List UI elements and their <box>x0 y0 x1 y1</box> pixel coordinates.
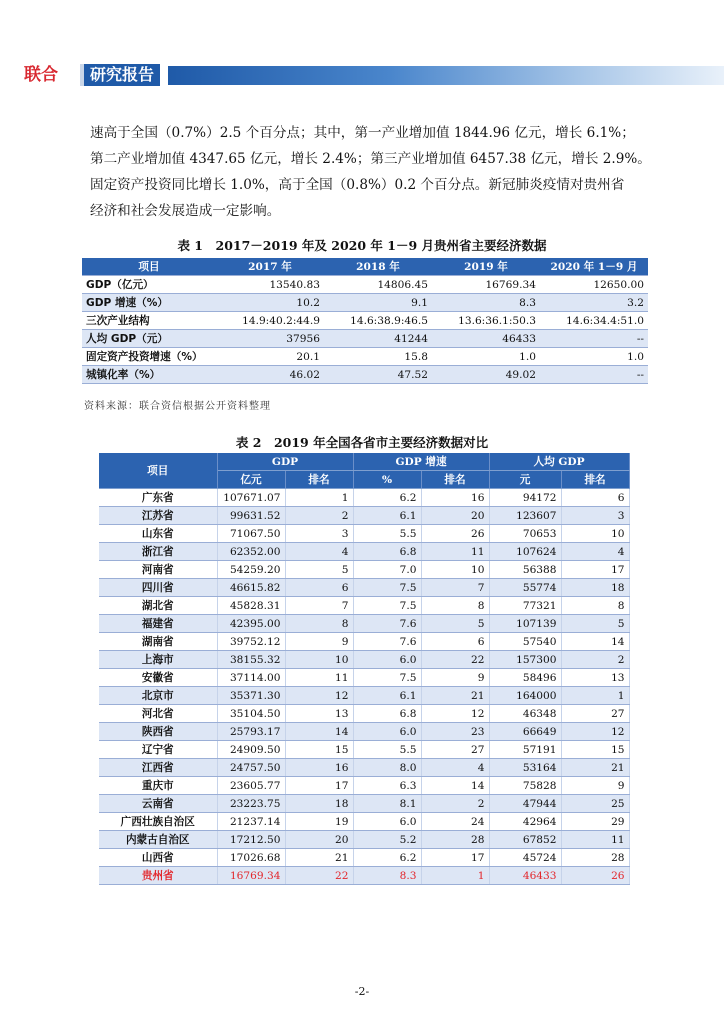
table2-cell: 18 <box>561 579 629 597</box>
table1-header: 项目 <box>82 258 216 276</box>
table1-cell: 49.02 <box>432 366 540 384</box>
province-name: 湖南省 <box>99 633 217 651</box>
table2-cell: 28 <box>421 831 489 849</box>
table2-cell: 7 <box>421 579 489 597</box>
table2-cell: 27 <box>561 705 629 723</box>
table2-subheader: 排名 <box>285 471 353 489</box>
table2-cell: 24909.50 <box>217 741 285 759</box>
table2-cell: 1 <box>285 489 353 507</box>
table2-cell: 94172 <box>489 489 561 507</box>
table1-cell: 14.6:38.9:46.5 <box>324 312 432 330</box>
table2-cell: 6.8 <box>353 705 421 723</box>
table2-cell: 47944 <box>489 795 561 813</box>
report-header <box>0 60 724 90</box>
table2-cell: 8.0 <box>353 759 421 777</box>
province-name: 贵州省 <box>99 867 217 885</box>
province-name: 江苏省 <box>99 507 217 525</box>
table2-row <box>99 651 629 669</box>
table1-cell: 14.9:40.2:44.9 <box>216 312 324 330</box>
table2-cell: 15 <box>285 741 353 759</box>
table2-cell: 11 <box>285 669 353 687</box>
table2-cell: 35104.50 <box>217 705 285 723</box>
table2-cell: 7.5 <box>353 597 421 615</box>
province-name: 辽宁省 <box>99 741 217 759</box>
table2-cell: 107624 <box>489 543 561 561</box>
table2-cell: 5 <box>421 615 489 633</box>
table2-row <box>99 507 629 525</box>
table2-cell: 57191 <box>489 741 561 759</box>
table1-row <box>82 276 648 294</box>
table2-cell: 6.8 <box>353 543 421 561</box>
table1-row-label: 人均 GDP（元） <box>82 330 216 348</box>
table2-row <box>99 615 629 633</box>
province-name: 四川省 <box>99 579 217 597</box>
table2-cell: 6.0 <box>353 813 421 831</box>
table2-row <box>99 831 629 849</box>
table2-cell: 107671.07 <box>217 489 285 507</box>
table2-row <box>99 705 629 723</box>
table2-cell: 70653 <box>489 525 561 543</box>
table2-cell: 5.5 <box>353 525 421 543</box>
table1-cell: 14.6:34.4:51.0 <box>540 312 648 330</box>
table2-row <box>99 795 629 813</box>
table2-cell: 2 <box>561 651 629 669</box>
table2-cell: 10 <box>421 561 489 579</box>
table2-cell: 25 <box>561 795 629 813</box>
header-gradient-bar <box>168 66 724 85</box>
table2-cell: 24 <box>421 813 489 831</box>
table2-cell: 15 <box>561 741 629 759</box>
table1-cell: 12650.00 <box>540 276 648 294</box>
table2-cell: 9 <box>561 777 629 795</box>
table2-cell: 37114.00 <box>217 669 285 687</box>
province-name: 福建省 <box>99 615 217 633</box>
table1-cell: 1.0 <box>432 348 540 366</box>
table2-cell: 23605.77 <box>217 777 285 795</box>
table2-cell: 5 <box>561 615 629 633</box>
table2-cell: 14 <box>421 777 489 795</box>
table1-cell: 37956 <box>216 330 324 348</box>
table2-cell: 13 <box>561 669 629 687</box>
table2-cell: 6.2 <box>353 489 421 507</box>
table2-caption: 表 2 2019 年全国各省市主要经济数据对比 <box>235 435 489 450</box>
table2-row <box>99 741 629 759</box>
table2-cell: 42395.00 <box>217 615 285 633</box>
table1-row-label: GDP（亿元） <box>82 276 216 294</box>
table1-cell: 3.2 <box>540 294 648 312</box>
table2-cell: 7.5 <box>353 669 421 687</box>
table1-cell: 46.02 <box>216 366 324 384</box>
table2-cell: 17212.50 <box>217 831 285 849</box>
table2-row <box>99 723 629 741</box>
table2-row <box>99 849 629 867</box>
table2-cell: 7.6 <box>353 633 421 651</box>
table2-cell: 21 <box>421 687 489 705</box>
table2-row <box>99 579 629 597</box>
table2-cell: 6.3 <box>353 777 421 795</box>
report-title-badge <box>84 64 160 86</box>
table2-subheader: 元 <box>489 471 561 489</box>
table2-cell: 9 <box>285 633 353 651</box>
table2-cell: 5 <box>285 561 353 579</box>
table1-row-label: 城镇化率（%） <box>82 366 216 384</box>
table1-row-label: 三次产业结构 <box>82 312 216 330</box>
province-name: 浙江省 <box>99 543 217 561</box>
province-name: 湖北省 <box>99 597 217 615</box>
table1 <box>82 258 648 384</box>
table2-row <box>99 561 629 579</box>
table2-cell: 17 <box>561 561 629 579</box>
province-name: 重庆市 <box>99 777 217 795</box>
table2-row <box>99 687 629 705</box>
table1-cell: 46433 <box>432 330 540 348</box>
table2-row <box>99 669 629 687</box>
table2-cell: 164000 <box>489 687 561 705</box>
table1-header: 2019 年 <box>432 258 540 276</box>
province-name: 山东省 <box>99 525 217 543</box>
table2-cell: 17026.68 <box>217 849 285 867</box>
province-name: 广东省 <box>99 489 217 507</box>
table2-cell: 2 <box>285 507 353 525</box>
province-name: 北京市 <box>99 687 217 705</box>
table2-cell: 19 <box>285 813 353 831</box>
paragraph-line: 固定资产投资同比增长 1.0%，高于全国（0.8%）0.2 个百分点。新冠肺炎疫情对贵州省 <box>90 177 625 193</box>
province-name: 江西省 <box>99 759 217 777</box>
table1-header-row <box>82 258 648 276</box>
table2-cell: 29 <box>561 813 629 831</box>
table2-cell: 45724 <box>489 849 561 867</box>
table2-cell: 99631.52 <box>217 507 285 525</box>
table2-cell: 46433 <box>489 867 561 885</box>
table1-cell: 15.8 <box>324 348 432 366</box>
table2-row <box>99 525 629 543</box>
table2-cell: 21 <box>285 849 353 867</box>
table1-caption: 表 1 2017－2019 年及 2020 年 1－9 月贵州省主要经济数据 <box>177 238 547 253</box>
table1-cell: -- <box>540 330 648 348</box>
table1-cell: 1.0 <box>540 348 648 366</box>
table2-cell: 4 <box>421 759 489 777</box>
table2-cell: 157300 <box>489 651 561 669</box>
table2-header: GDP <box>217 453 353 471</box>
table2-cell: 20 <box>421 507 489 525</box>
brand-name: 联合 <box>24 65 58 85</box>
table2-cell: 6.1 <box>353 507 421 525</box>
table2-cell: 75828 <box>489 777 561 795</box>
table1-cell: 9.1 <box>324 294 432 312</box>
table2-subheader: 排名 <box>561 471 629 489</box>
table1-cell: 16769.34 <box>432 276 540 294</box>
table2-cell: 17 <box>421 849 489 867</box>
table2-cell: 8 <box>421 597 489 615</box>
table1-row <box>82 366 648 384</box>
table2-cell: 3 <box>285 525 353 543</box>
table2-cell: 53164 <box>489 759 561 777</box>
table2-cell: 7.6 <box>353 615 421 633</box>
table2-cell: 42964 <box>489 813 561 831</box>
table2-cell: 21 <box>561 759 629 777</box>
table2-cell: 8.1 <box>353 795 421 813</box>
table1-source: 资料来源：联合资信根据公开资料整理 <box>84 401 271 412</box>
table2-cell: 4 <box>561 543 629 561</box>
table2-cell: 1 <box>421 867 489 885</box>
table2-cell: 2 <box>421 795 489 813</box>
table1-cell: 20.1 <box>216 348 324 366</box>
table2-cell: 6 <box>285 579 353 597</box>
table2-row <box>99 777 629 795</box>
table1-row <box>82 330 648 348</box>
table2-cell: 56388 <box>489 561 561 579</box>
table1-row <box>82 348 648 366</box>
table2-cell: 12 <box>421 705 489 723</box>
table2-cell: 26 <box>421 525 489 543</box>
table1-cell: 14806.45 <box>324 276 432 294</box>
table2-cell: 57540 <box>489 633 561 651</box>
table1-cell: 41244 <box>324 330 432 348</box>
table2-cell: 6 <box>421 633 489 651</box>
table2-cell: 62352.00 <box>217 543 285 561</box>
table2-cell: 5.5 <box>353 741 421 759</box>
table2-cell: 16769.34 <box>217 867 285 885</box>
page-number: -2- <box>354 985 370 998</box>
table2-cell: 123607 <box>489 507 561 525</box>
table2-cell: 4 <box>285 543 353 561</box>
table2-cell: 22 <box>421 651 489 669</box>
table2-cell: 7.0 <box>353 561 421 579</box>
province-name: 陕西省 <box>99 723 217 741</box>
table2-row <box>99 489 629 507</box>
table2-cell: 54259.20 <box>217 561 285 579</box>
table2-cell: 26 <box>561 867 629 885</box>
table2-row <box>99 759 629 777</box>
table2-cell: 6.2 <box>353 849 421 867</box>
province-name: 云南省 <box>99 795 217 813</box>
table2 <box>99 453 630 885</box>
table2-cell: 1 <box>561 687 629 705</box>
paragraph-line: 经济和社会发展造成一定影响。 <box>90 203 281 219</box>
table2-cell: 25793.17 <box>217 723 285 741</box>
province-name: 河北省 <box>99 705 217 723</box>
table2-subheader: % <box>353 471 421 489</box>
table1-row <box>82 312 648 330</box>
table2-cell: 6.1 <box>353 687 421 705</box>
table2-subheader: 亿元 <box>217 471 285 489</box>
table2-cell: 6.0 <box>353 651 421 669</box>
table2-cell: 10 <box>561 525 629 543</box>
table2-row <box>99 813 629 831</box>
province-name: 内蒙古自治区 <box>99 831 217 849</box>
table2-cell: 12 <box>285 687 353 705</box>
table2-cell: 55774 <box>489 579 561 597</box>
table2-cell: 16 <box>421 489 489 507</box>
table2-cell: 3 <box>561 507 629 525</box>
table1-header: 2018 年 <box>324 258 432 276</box>
table1-cell: 13.6:36.1:50.3 <box>432 312 540 330</box>
table2-cell: 14 <box>285 723 353 741</box>
table2-group-header-row <box>99 453 629 471</box>
report-title: 研究报告 <box>90 65 155 84</box>
table1-row-label: 固定资产投资增速（%） <box>82 348 216 366</box>
table2-header: 项目 <box>99 453 217 489</box>
province-name: 广西壮族自治区 <box>99 813 217 831</box>
table2-cell: 5.2 <box>353 831 421 849</box>
table2-cell: 46615.82 <box>217 579 285 597</box>
table2-cell: 22 <box>285 867 353 885</box>
table1-header: 2017 年 <box>216 258 324 276</box>
table2-cell: 20 <box>285 831 353 849</box>
table2-row <box>99 597 629 615</box>
table2-cell: 38155.32 <box>217 651 285 669</box>
paragraph-line: 第二产业增加值 4347.65 亿元，增长 2.4%；第三产业增加值 6457.38 亿元，增长 2.9%。 <box>90 151 651 167</box>
table2-cell: 23 <box>421 723 489 741</box>
table2-header: GDP 增速 <box>353 453 489 471</box>
table2-cell: 13 <box>285 705 353 723</box>
province-name: 山西省 <box>99 849 217 867</box>
table2-row-highlight <box>99 867 629 885</box>
table2-cell: 18 <box>285 795 353 813</box>
table1-cell: 8.3 <box>432 294 540 312</box>
province-name: 河南省 <box>99 561 217 579</box>
table1-row <box>82 294 648 312</box>
table2-subheader: 排名 <box>421 471 489 489</box>
table2-cell: 24757.50 <box>217 759 285 777</box>
table1-cell: -- <box>540 366 648 384</box>
province-name: 安徽省 <box>99 669 217 687</box>
table2-row <box>99 543 629 561</box>
paragraph-line: 速高于全国（0.7%）2.5 个百分点；其中，第一产业增加值 1844.96 亿元，增长 6.1%； <box>90 125 635 141</box>
table1-cell: 13540.83 <box>216 276 324 294</box>
table2-cell: 27 <box>421 741 489 759</box>
table2-cell: 8 <box>561 597 629 615</box>
table2-cell: 46348 <box>489 705 561 723</box>
table2-cell: 16 <box>285 759 353 777</box>
table2-cell: 21237.14 <box>217 813 285 831</box>
table2-cell: 7.5 <box>353 579 421 597</box>
table2-cell: 7 <box>285 597 353 615</box>
table2-header: 人均 GDP <box>489 453 629 471</box>
table2-cell: 12 <box>561 723 629 741</box>
table2-cell: 10 <box>285 651 353 669</box>
table2-cell: 6.0 <box>353 723 421 741</box>
table1-cell: 47.52 <box>324 366 432 384</box>
table2-cell: 107139 <box>489 615 561 633</box>
table2-cell: 9 <box>421 669 489 687</box>
table2-cell: 28 <box>561 849 629 867</box>
table2-cell: 11 <box>421 543 489 561</box>
table2-row <box>99 633 629 651</box>
table2-cell: 8 <box>285 615 353 633</box>
table2-cell: 39752.12 <box>217 633 285 651</box>
table2-cell: 11 <box>561 831 629 849</box>
table2-cell: 71067.50 <box>217 525 285 543</box>
table2-cell: 67852 <box>489 831 561 849</box>
table1-cell: 10.2 <box>216 294 324 312</box>
table2-cell: 6 <box>561 489 629 507</box>
table2-cell: 8.3 <box>353 867 421 885</box>
body-paragraph <box>90 120 650 224</box>
table2-cell: 23223.75 <box>217 795 285 813</box>
table2-cell: 66649 <box>489 723 561 741</box>
table2-cell: 45828.31 <box>217 597 285 615</box>
table2-cell: 77321 <box>489 597 561 615</box>
table1-header: 2020 年 1－9 月 <box>540 258 648 276</box>
province-name: 上海市 <box>99 651 217 669</box>
table1-row-label: GDP 增速（%） <box>82 294 216 312</box>
table2-cell: 14 <box>561 633 629 651</box>
table2-cell: 58496 <box>489 669 561 687</box>
table2-cell: 35371.30 <box>217 687 285 705</box>
table2-cell: 17 <box>285 777 353 795</box>
